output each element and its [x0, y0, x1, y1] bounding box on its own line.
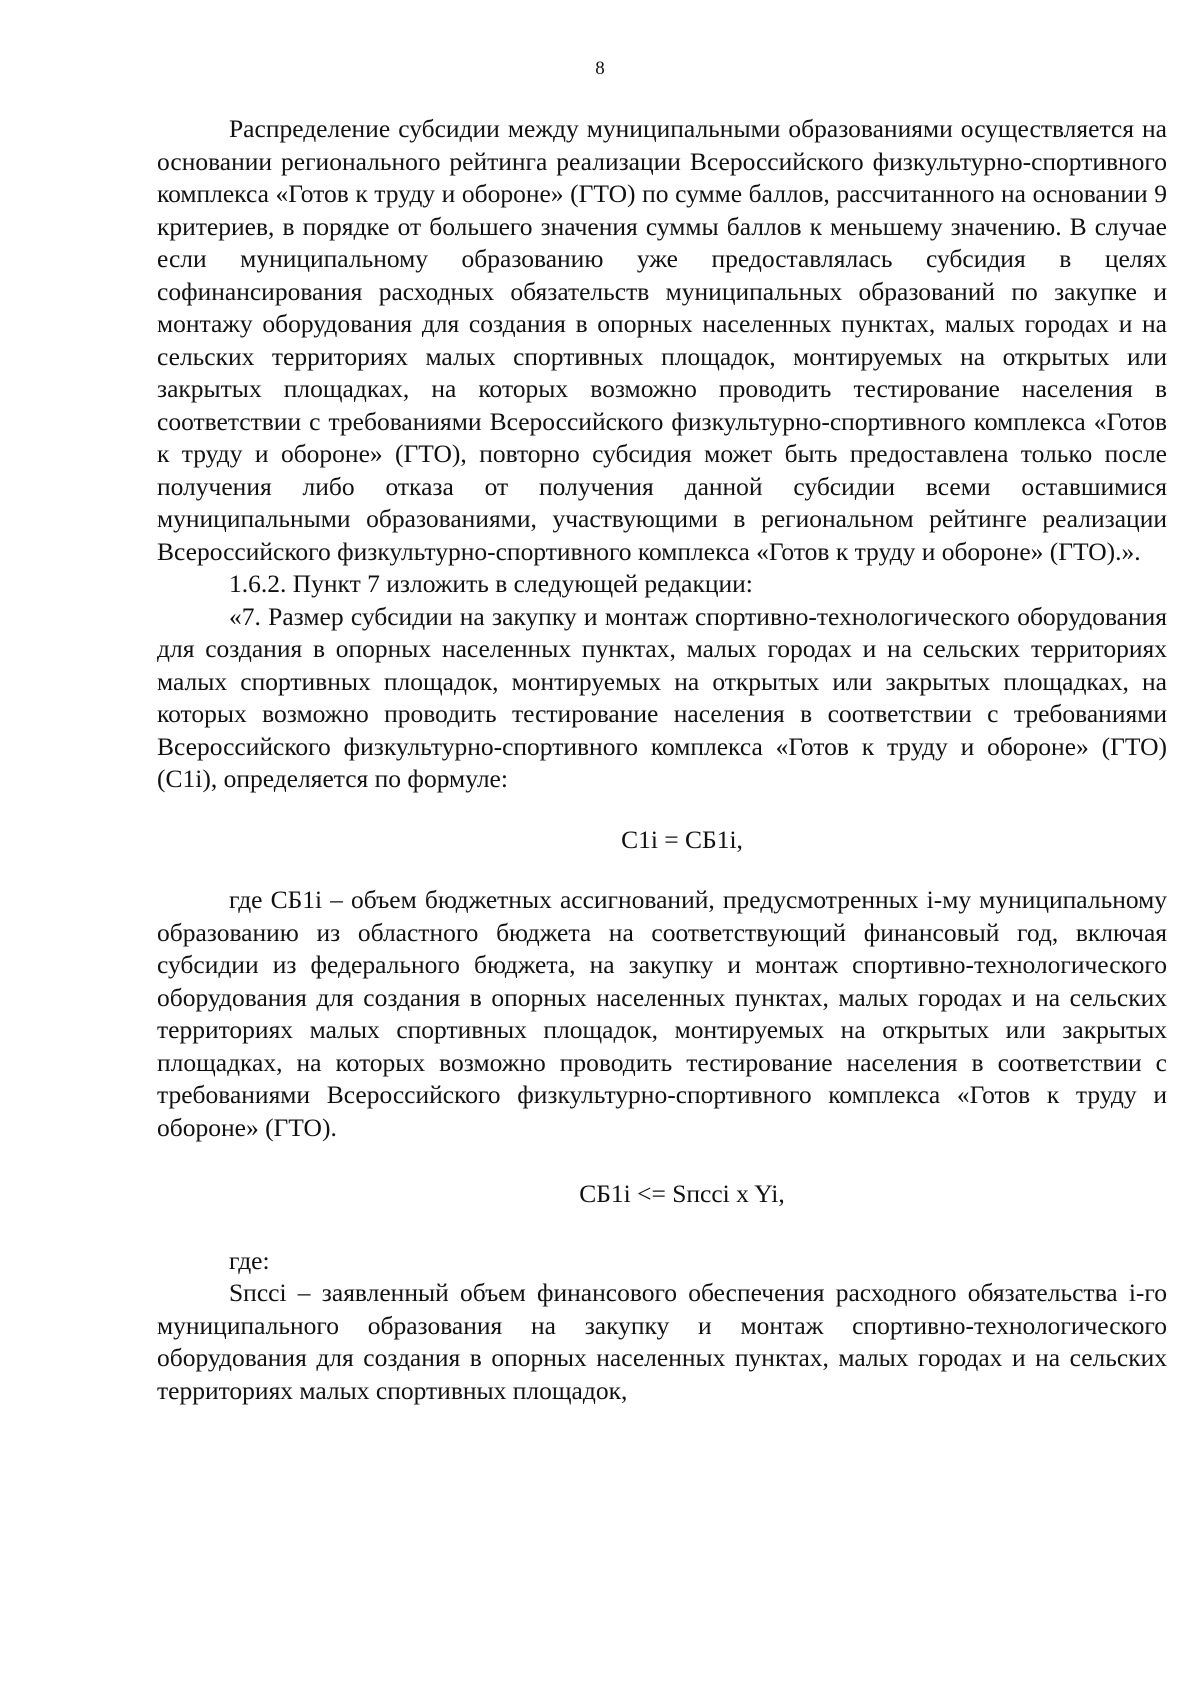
paragraph-item-1-6-2: 1.6.2. Пункт 7 изложить в следующей редакции: — [229, 569, 753, 598]
paragraph-item-7: «7. Размер субсидии на закупку и монтаж спортивно-технологического оборудования для создания в опорных населенных пунктах, малых городах и на сельских территориях малых спортивных площадок, монтируемых на открытых или закрытых площадках, на которых возможно проводить тестирование населения в соответствии с требованиями Всероссийского физкультурно-спортивного комплекса «Готов к труду и обороне» (ГТО) (С1i), определяется по формуле: — [157, 601, 1167, 793]
page-number: 8 — [595, 58, 605, 79]
paragraph-spssi-definition: Sпссi – заявленный объем финансового обеспечения расходного обязательства i-го муниципального образования на закупку и монтаж спортивно-технологического оборудования для создания в опорных населенных пунктах, малых городах и на сельских территориях малых спортивных площадок, — [157, 1278, 1167, 1405]
formula-sb1i: СБ1i <= Sпссi x Yi, — [579, 1179, 785, 1208]
paragraph-where: где: — [229, 1245, 270, 1275]
formula-c1i: С1i = СБ1i, — [621, 824, 743, 854]
paragraph-sb1i-definition: где СБ1i – объем бюджетных ассигнований, предусмотренных i-му муниципальному образованию из областного бюджета на соответствующий финансовый год, включая субсидии из федерального бюджета, на закупку и монтаж спортивно-технологического оборудования для создания в опорных населенных пунктах, малых городах и на сельских территориях малых спортивных площадок, монтируемых на открытых или закрытых площадках, на которых возможно проводить тестирование населения в соответствии с требованиями Всероссийского физкультурно-спортивного комплекса «Готов к труду и обороне» (ГТО). — [157, 885, 1167, 1142]
paragraph-subsidy-distribution: Распределение субсидии между муниципальными образованиями осуществляется на основании регионального рейтинга реализации Всероссийского физкультурно-спортивного комплекса «Готов к труду и обороне» (ГТО) по сумме баллов, рассчитанного на основании 9 критериев, в порядке от большего значения суммы баллов к меньшему значению. В случае если муниципальному образованию уже предоставлялась субсидия в целях софинансирования расходных обязательств муниципальных образований по закупке и монтажу оборудования для создания в опорных населенных пунктах, малых городах и на сельских территориях малых спортивных площадок, монтируемых на открытых или закрытых площадках, на которых возможно проводить тестирование населения в соответствии с требованиями Всероссийского физкультурно-спортивного комплекса «Готов к труду и обороне» (ГТО), повторно субсидия может быть предоставлена только после получения либо отказа от получения данной субсидии всеми оставшимися муниципальными образованиями, участвующими в региональном рейтинге реализации Всероссийского физкультурно-спортивного комплекса «Готов к труду и обороне» (ГТО).». — [157, 114, 1167, 566]
document-body — [157, 113, 1167, 1407]
